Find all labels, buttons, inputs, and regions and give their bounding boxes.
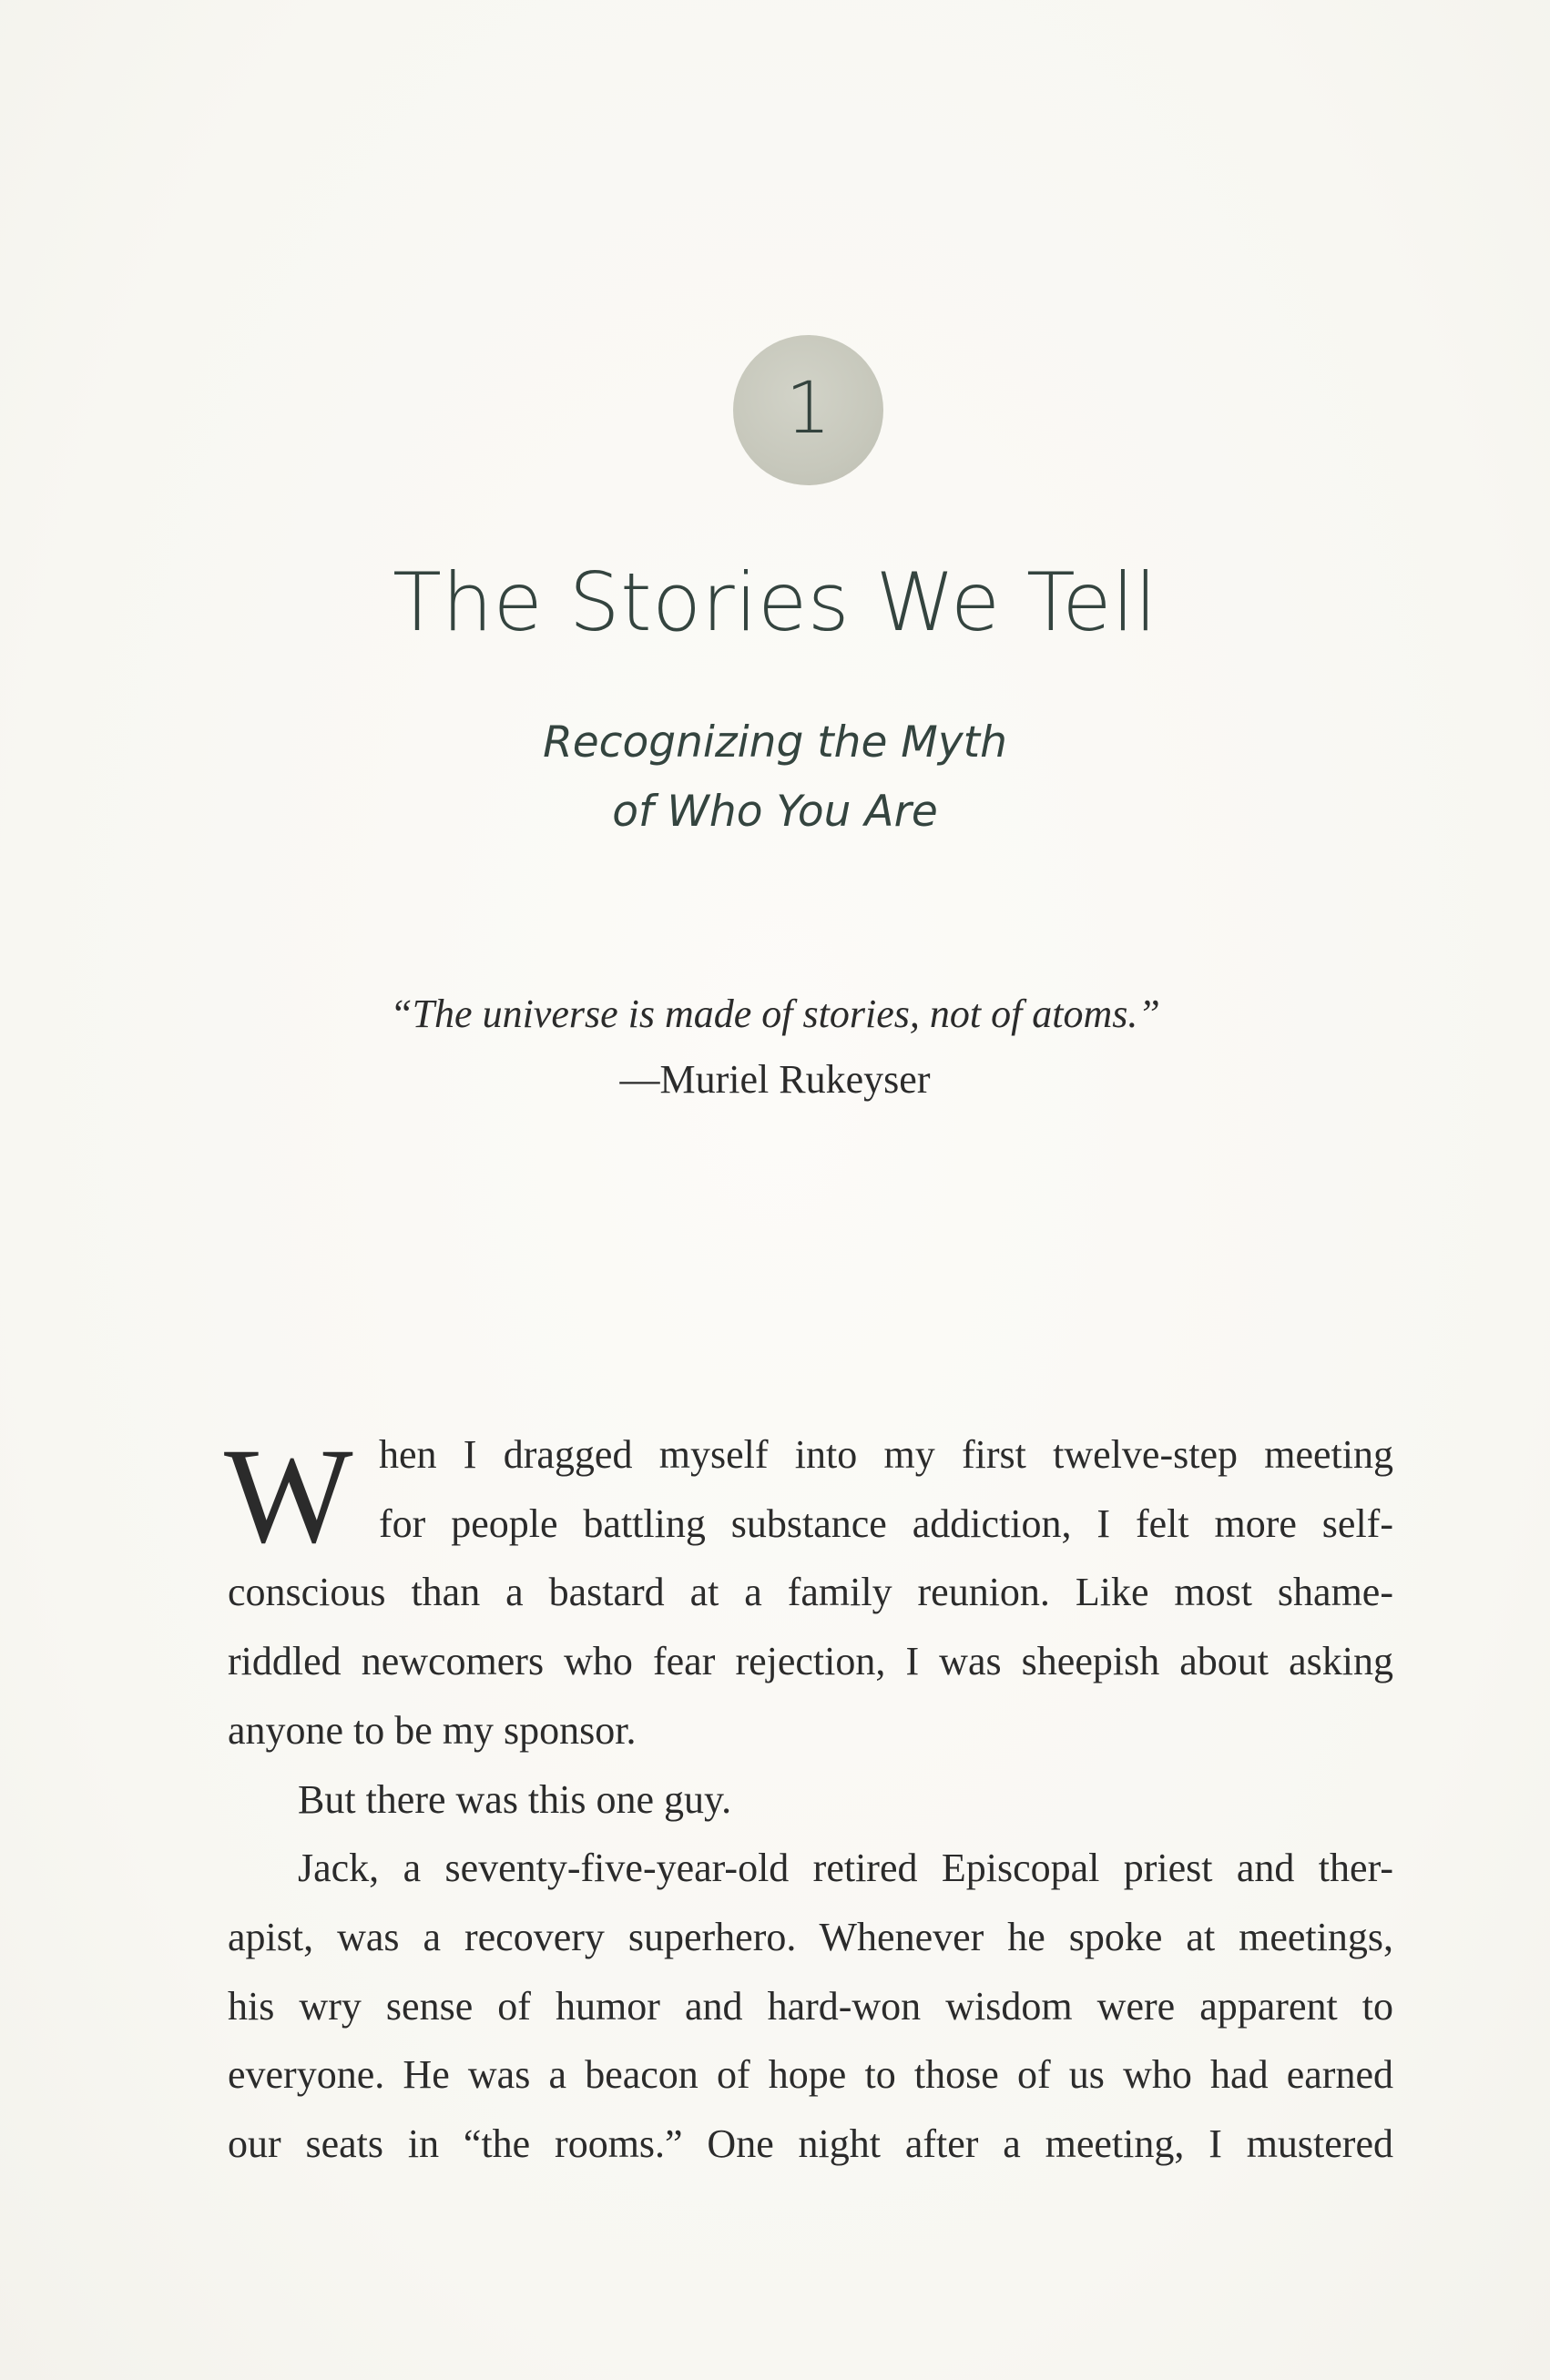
paragraph-2 [228,1765,1393,1835]
chapter-number: 1 [785,367,831,450]
paragraph-2-line: But there was this one guy. [298,1776,732,1822]
chapter-subtitle-line-1: Recognizing the Myth [543,717,1007,768]
epigraph [0,981,1550,1113]
epigraph-quote: “The universe is made of stories, not of atoms.” [390,992,1160,1036]
paragraph-1 [224,1420,1393,1765]
chapter-number-badge [733,335,883,485]
chapter-subtitle [0,708,1550,847]
paragraph-3-line: our seats in “the rooms.” One night after a meeting, I mustered [228,2121,1393,2167]
paragraph-3-line: Jack, a seventy-five-year-old retired Episcopal priest and ther- [298,1846,1393,1891]
paragraph-3-line: everyone. He was a beacon of hope to those of us who had earned [228,2052,1393,2098]
paragraph-3-line: his wry sense of humor and hard-won wisdom were apparent to [228,1983,1393,2029]
body-text [224,1420,1393,2179]
paragraph-1-line: anyone to be my sponsor. [228,1707,637,1753]
paragraph-1-line: conscious than a bastard at a family reunion. Like most shame- [228,1570,1393,1615]
chapter-subtitle-line-2: of Who You Are [612,787,938,837]
paragraph-3 [228,1834,1393,2179]
paragraph-1-line: for people battling substance addiction, I felt more self- [379,1500,1393,1546]
paragraph-3-line: apist, was a recovery superhero. Whenever he spoke at meetings, [228,1914,1393,1959]
paragraph-1-line: hen I dragged myself into my first twelve-step meeting [379,1432,1393,1477]
chapter-title: The Stories We Tell [393,555,1157,649]
drop-cap: W [224,1420,353,1571]
epigraph-author: —Muriel Rukeyser [619,1057,931,1102]
paragraph-1-line: riddled newcomers who fear rejection, I was sheepish about asking [228,1639,1393,1684]
